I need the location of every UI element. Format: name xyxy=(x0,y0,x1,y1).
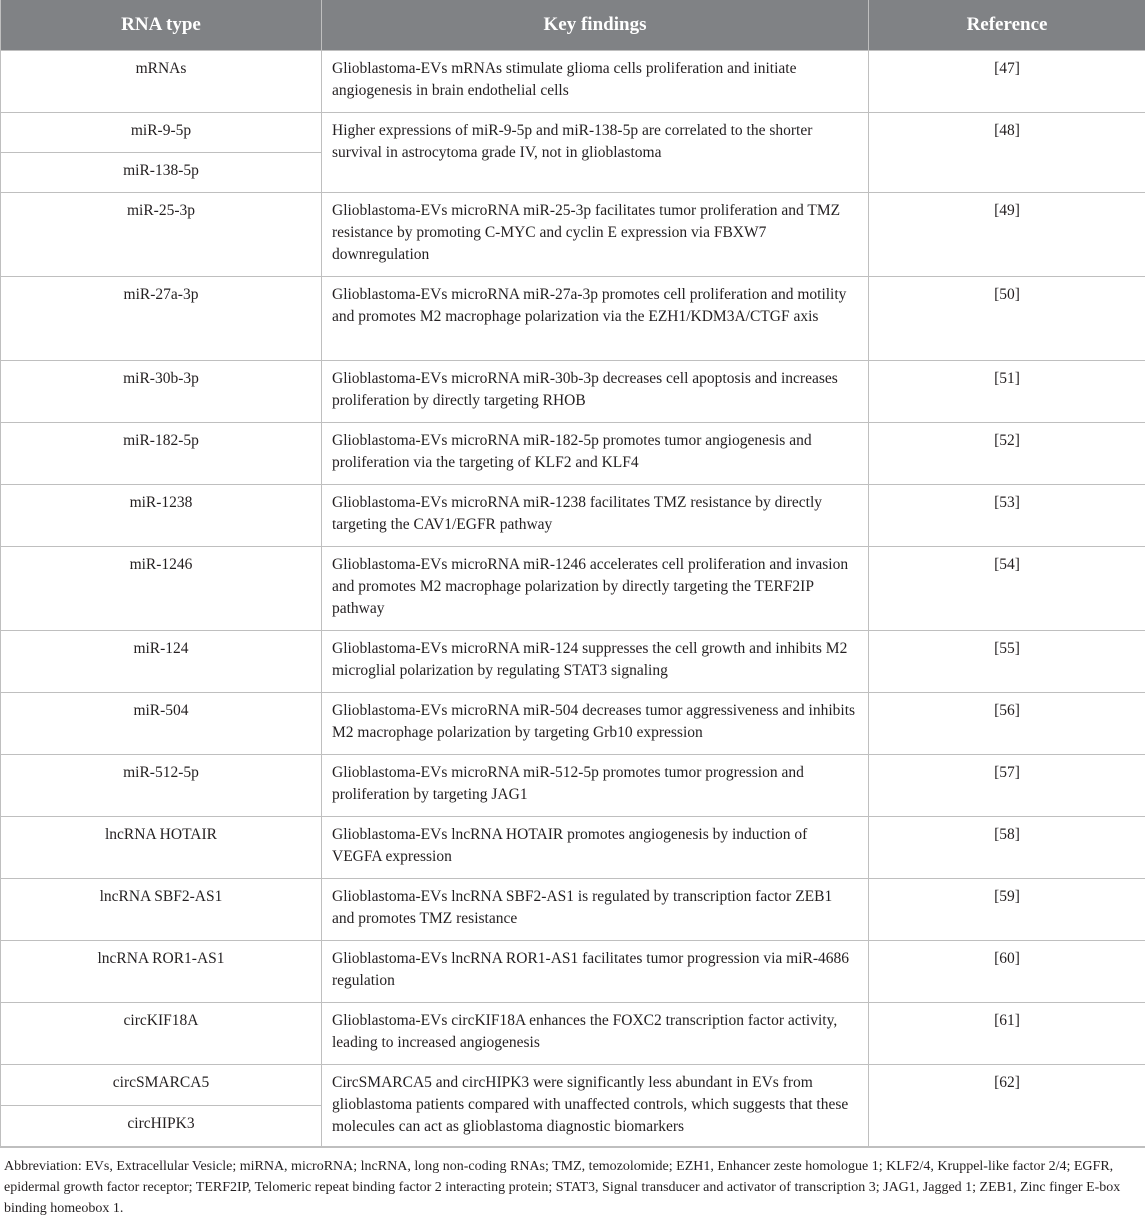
rna-type-cell: miR-25-3p xyxy=(1,193,322,277)
finding-cell: Glioblastoma-EVs microRNA miR-27a-3p promotes cell proliferation and motility and promotes M2 macrophage polarization via the EZH1/KDM3A/CTGF axis xyxy=(322,277,869,361)
reference-cell: [49] xyxy=(869,193,1145,277)
rna-type-cell: circHIPK3 xyxy=(1,1106,322,1147)
table-row xyxy=(1,941,1145,1003)
table-row xyxy=(1,51,1145,113)
header-row xyxy=(1,0,1145,51)
header-key-findings: Key findings xyxy=(322,0,869,51)
reference-cell: [50] xyxy=(869,277,1145,361)
finding-cell: Glioblastoma-EVs lncRNA SBF2-AS1 is regulated by transcription factor ZEB1 and promotes TMZ resistance xyxy=(322,879,869,941)
table-row xyxy=(1,1003,1145,1065)
finding-cell: Glioblastoma-EVs mRNAs stimulate glioma cells proliferation and initiate angiogenesis in brain endothelial cells xyxy=(322,51,869,113)
reference-cell: [57] xyxy=(869,755,1145,817)
finding-cell: Glioblastoma-EVs lncRNA ROR1-AS1 facilitates tumor progression via miR-4686 regulation xyxy=(322,941,869,1003)
rna-type-cell: miR-504 xyxy=(1,693,322,755)
reference-cell: [59] xyxy=(869,879,1145,941)
table-row xyxy=(1,547,1145,631)
rna-type-cell: miR-1238 xyxy=(1,485,322,547)
reference-cell: [48] xyxy=(869,113,1145,193)
rna-type-cell: miR-30b-3p xyxy=(1,361,322,423)
table-row xyxy=(1,755,1145,817)
finding-cell: Glioblastoma-EVs microRNA miR-182-5p promotes tumor angiogenesis and proliferation via the targeting of KLF2 and KLF4 xyxy=(322,423,869,485)
table-row xyxy=(1,631,1145,693)
finding-cell: Glioblastoma-EVs microRNA miR-124 suppresses the cell growth and inhibits M2 microglial polarization by regulating STAT3 signaling xyxy=(322,631,869,693)
reference-cell: [47] xyxy=(869,51,1145,113)
rna-type-cell: lncRNA SBF2-AS1 xyxy=(1,879,322,941)
table-row xyxy=(1,193,1145,277)
table-row xyxy=(1,361,1145,423)
rna-type-cell: circKIF18A xyxy=(1,1003,322,1065)
table-row xyxy=(1,693,1145,755)
reference-cell: [58] xyxy=(869,817,1145,879)
reference-cell: [60] xyxy=(869,941,1145,1003)
rna-type-cell: miR-182-5p xyxy=(1,423,322,485)
rna-type-cell: circSMARCA5 xyxy=(1,1065,322,1106)
reference-cell: [51] xyxy=(869,361,1145,423)
table-row xyxy=(1,277,1145,361)
rna-type-cell: miR-124 xyxy=(1,631,322,693)
header-rna-type: RNA type xyxy=(1,0,322,51)
finding-cell: CircSMARCA5 and circHIPK3 were significantly less abundant in EVs from glioblastoma patients compared with unaffected controls, which suggests that these molecules can act as glioblastoma diagnostic biomarkers xyxy=(322,1065,869,1147)
rna-type-cell: mRNAs xyxy=(1,51,322,113)
reference-cell: [56] xyxy=(869,693,1145,755)
reference-cell: [54] xyxy=(869,547,1145,631)
rna-type-cell: miR-1246 xyxy=(1,547,322,631)
rna-type-cell: miR-9-5p xyxy=(1,113,322,153)
finding-cell: Glioblastoma-EVs microRNA miR-512-5p promotes tumor progression and proliferation by targeting JAG1 xyxy=(322,755,869,817)
table-row xyxy=(1,485,1145,547)
finding-cell: Glioblastoma-EVs microRNA miR-504 decreases tumor aggressiveness and inhibits M2 macrophage polarization by targeting Grb10 expression xyxy=(322,693,869,755)
abbreviation-footnote: Abbreviation: EVs, Extracellular Vesicle; miRNA, microRNA; lncRNA, long non-coding RNAs; TMZ, temozolomide; EZH1, Enhancer zeste homologue 1; KLF2/4, Kruppel-like factor 2/4; EGFR, epidermal growth factor receptor; TERF2IP, Telomeric repeat binding factor 2 interacting protein; STAT3, Signal transducer and activator of transcription 3; JAG1, Jagged 1; ZEB1, Zinc finger E-box binding homeobox 1. xyxy=(0,1147,1145,1219)
reference-cell: [61] xyxy=(869,1003,1145,1065)
header-reference: Reference xyxy=(869,0,1145,51)
table-row xyxy=(1,817,1145,879)
reference-cell: [62] xyxy=(869,1065,1145,1147)
reference-cell: [53] xyxy=(869,485,1145,547)
rna-type-cell: lncRNA HOTAIR xyxy=(1,817,322,879)
finding-cell: Glioblastoma-EVs microRNA miR-25-3p facilitates tumor proliferation and TMZ resistance by promoting C-MYC and cyclin E expression via FBXW7 downregulation xyxy=(322,193,869,277)
rna-type-cell: lncRNA ROR1-AS1 xyxy=(1,941,322,1003)
table-row xyxy=(1,423,1145,485)
rna-type-cell: miR-512-5p xyxy=(1,755,322,817)
rna-type-cell: miR-138-5p xyxy=(1,153,322,193)
table-row xyxy=(1,113,1145,153)
reference-cell: [52] xyxy=(869,423,1145,485)
rna-type-cell: miR-27a-3p xyxy=(1,277,322,361)
reference-cell: [55] xyxy=(869,631,1145,693)
finding-cell: Glioblastoma-EVs lncRNA HOTAIR promotes angiogenesis by induction of VEGFA expression xyxy=(322,817,869,879)
finding-cell: Glioblastoma-EVs microRNA miR-1238 facilitates TMZ resistance by directly targeting the CAV1/EGFR pathway xyxy=(322,485,869,547)
finding-cell: Glioblastoma-EVs circKIF18A enhances the FOXC2 transcription factor activity, leading to increased angiogenesis xyxy=(322,1003,869,1065)
table-row xyxy=(1,879,1145,941)
finding-cell: Higher expressions of miR-9-5p and miR-138-5p are correlated to the shorter survival in astrocytoma grade IV, not in glioblastoma xyxy=(322,113,869,193)
table-row xyxy=(1,1065,1145,1106)
finding-cell: Glioblastoma-EVs microRNA miR-1246 accelerates cell proliferation and invasion and promotes M2 macrophage polarization by directly targeting the TERF2IP pathway xyxy=(322,547,869,631)
finding-cell: Glioblastoma-EVs microRNA miR-30b-3p decreases cell apoptosis and increases proliferation by directly targeting RHOB xyxy=(322,361,869,423)
